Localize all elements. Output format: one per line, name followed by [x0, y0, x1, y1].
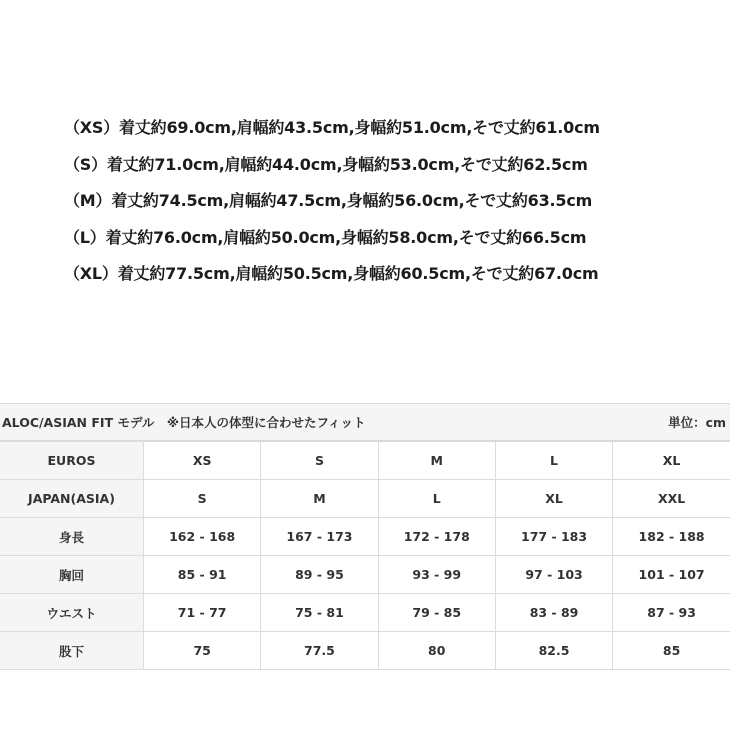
table-cell: 80	[378, 632, 495, 670]
row-label: 股下	[0, 632, 144, 670]
table-cell: 182 - 188	[613, 518, 730, 556]
row-label: EUROS	[0, 442, 144, 480]
table-cell: S	[261, 442, 378, 480]
table-cell: 101 - 107	[613, 556, 730, 594]
row-label: ウエスト	[0, 594, 144, 632]
table-cell: XXL	[613, 480, 730, 518]
table-cell: 82.5	[495, 632, 612, 670]
table-cell: 87 - 93	[613, 594, 730, 632]
size-chart-header	[0, 403, 730, 441]
table-cell: 71 - 77	[144, 594, 261, 632]
table-cell: XL	[495, 480, 612, 518]
table-cell: 75 - 81	[261, 594, 378, 632]
table-row	[0, 632, 730, 670]
spec-line-m: （M）着丈約74.5cm,肩幅約47.5cm,身幅約56.0cm,そで丈約63.5cm	[64, 191, 593, 210]
table-cell: XL	[613, 442, 730, 480]
size-chart	[0, 403, 730, 670]
table-cell: S	[144, 480, 261, 518]
table-cell: 162 - 168	[144, 518, 261, 556]
table-cell: L	[378, 480, 495, 518]
unit-label: 単位：cm	[668, 415, 726, 430]
table-cell: 85 - 91	[144, 556, 261, 594]
table-cell: 172 - 178	[378, 518, 495, 556]
table-cell: XS	[144, 442, 261, 480]
table-cell: M	[378, 442, 495, 480]
spec-line-xl: （XL）着丈約77.5cm,肩幅約50.5cm,身幅約60.5cm,そで丈約67.0cm	[64, 264, 599, 283]
row-label: 身長	[0, 518, 144, 556]
row-label: JAPAN(ASIA)	[0, 480, 144, 518]
table-cell: 75	[144, 632, 261, 670]
table-row	[0, 518, 730, 556]
table-cell: 77.5	[261, 632, 378, 670]
table-row	[0, 480, 730, 518]
table-cell: 97 - 103	[495, 556, 612, 594]
table-cell: 85	[613, 632, 730, 670]
spec-line-l: （L）着丈約76.0cm,肩幅約50.0cm,身幅約58.0cm,そで丈約66.5cm	[64, 227, 587, 247]
row-label: 胸回	[0, 556, 144, 594]
table-cell: M	[261, 480, 378, 518]
table-row	[0, 556, 730, 594]
spec-line-s: （S）着丈約71.0cm,肩幅約44.0cm,身幅約53.0cm,そで丈約62.5cm	[64, 154, 588, 174]
size-chart-title: ALOC/ASIAN FIT モデル ※日本人の体型に合わせたフィット	[2, 415, 366, 430]
table-cell: 167 - 173	[261, 518, 378, 556]
size-spec-list	[64, 110, 600, 293]
table-cell: 79 - 85	[378, 594, 495, 632]
table-row	[0, 442, 730, 480]
spec-line-xs: （XS）着丈約69.0cm,肩幅約43.5cm,身幅約51.0cm,そで丈約61.0cm	[64, 118, 600, 137]
table-cell: 89 - 95	[261, 556, 378, 594]
table-cell: 83 - 89	[495, 594, 612, 632]
size-table	[0, 441, 730, 670]
table-cell: 177 - 183	[495, 518, 612, 556]
table-cell: 93 - 99	[378, 556, 495, 594]
table-cell: L	[495, 442, 612, 480]
table-row	[0, 594, 730, 632]
